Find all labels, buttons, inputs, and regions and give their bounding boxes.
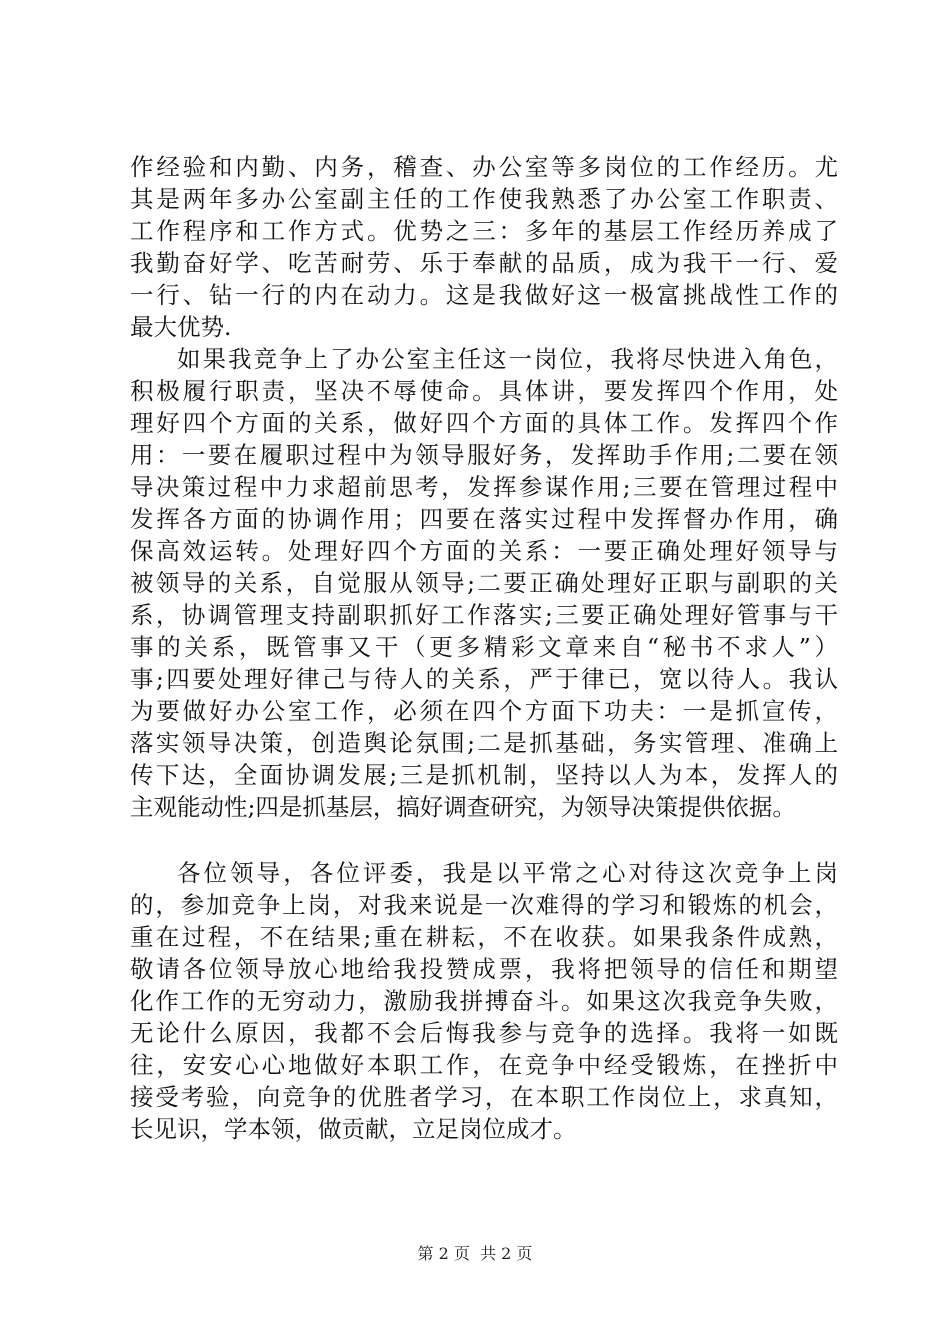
text-line: 工作程序和工作方式。优势之三：多年的基层工作经历养成了 bbox=[130, 217, 838, 245]
text-line: 导决策过程中力求超前思考，发挥参谋作用;三要在管理过程中 bbox=[130, 473, 838, 501]
text-line: 的，参加竞争上岗，对我来说是一次难得的学习和锻炼的机会， bbox=[130, 891, 838, 919]
text-line: 传下达，全面协调发展;三是抓机制，坚持以人为本，发挥人的 bbox=[130, 761, 838, 789]
text-line: 一行、钻一行的内在动力。这是我做好这一极富挑战性工作的 bbox=[130, 281, 838, 309]
text-line: 接受考验，向竞争的优胜者学习，在本职工作岗位上，求真知， bbox=[130, 1083, 838, 1111]
text-line: 长见识，学本领，做贡献，立足岗位成才。 bbox=[130, 1115, 577, 1143]
text-line: 被领导的关系，自觉服从领导;二要正确处理好正职与副职的关 bbox=[130, 569, 838, 597]
text-line: 其是两年多办公室副主任的工作使我熟悉了办公室工作职责、 bbox=[130, 185, 838, 213]
text-line: 系，协调管理支持副职抓好工作落实;三要正确处理好管事与干 bbox=[130, 601, 838, 629]
text-line: 落实领导决策，创造舆论氛围;二是抓基础，务实管理、准确上 bbox=[130, 729, 838, 757]
paragraph bbox=[130, 343, 838, 823]
text-line: 最大优势. bbox=[130, 313, 232, 341]
text-line: 敬请各位领导放心地给我投赞成票，我将把领导的信任和期望 bbox=[130, 955, 838, 983]
text-line: 无论什么原因，我都不会后悔我参与竞争的选择。我将一如既 bbox=[130, 1019, 838, 1047]
text-line: 主观能动性;四是抓基层，搞好调查研究，为领导决策提供依据。 bbox=[130, 793, 796, 821]
text-line: 重在过程，不在结果;重在耕耘，不在收获。如果我条件成熟， bbox=[130, 923, 838, 951]
document-body bbox=[130, 151, 838, 1145]
text-line: 为要做好办公室工作，必须在四个方面下功夫：一是抓宣传， bbox=[130, 697, 838, 725]
text-line: 往，安安心心地做好本职工作，在竞争中经受锻炼，在挫折中 bbox=[130, 1051, 838, 1079]
text-line: 事;四要处理好律己与待人的关系，严于律已，宽以待人。我认 bbox=[130, 665, 838, 693]
text-line: 作经验和内勤、内务，稽查、办公室等多岗位的工作经历。尤 bbox=[130, 153, 838, 181]
text-line: 发挥各方面的协调作用；四要在落实过程中发挥督办作用，确 bbox=[130, 505, 838, 533]
text-line: 事的关系，既管事又干（更多精彩文章来自“秘书不求人”） bbox=[130, 633, 838, 661]
paragraph bbox=[130, 151, 838, 343]
page-footer: 第 2 页 共 2 页 bbox=[417, 1244, 533, 1263]
text-line: 如果我竞争上了办公室主任这一岗位，我将尽快进入角色， bbox=[177, 345, 838, 373]
text-line: 化作工作的无穷动力，激励我拼搏奋斗。如果这次我竞争失败， bbox=[130, 987, 838, 1015]
text-line: 保高效运转。处理好四个方面的关系：一要正确处理好领导与 bbox=[130, 537, 838, 565]
paragraph bbox=[130, 857, 838, 1145]
text-line: 理好四个方面的关系，做好四个方面的具体工作。发挥四个作 bbox=[130, 409, 838, 437]
text-line: 我勤奋好学、吃苦耐劳、乐于奉献的品质，成为我干一行、爱 bbox=[130, 249, 838, 277]
text-line: 各位领导，各位评委，我是以平常之心对待这次竞争上岗 bbox=[177, 859, 838, 887]
text-line: 积极履行职责，坚决不辱使命。具体讲，要发挥四个作用，处 bbox=[130, 377, 838, 405]
text-line: 用：一要在履职过程中为领导服好务，发挥助手作用;二要在领 bbox=[130, 441, 838, 469]
paragraph-spacer bbox=[130, 823, 838, 857]
